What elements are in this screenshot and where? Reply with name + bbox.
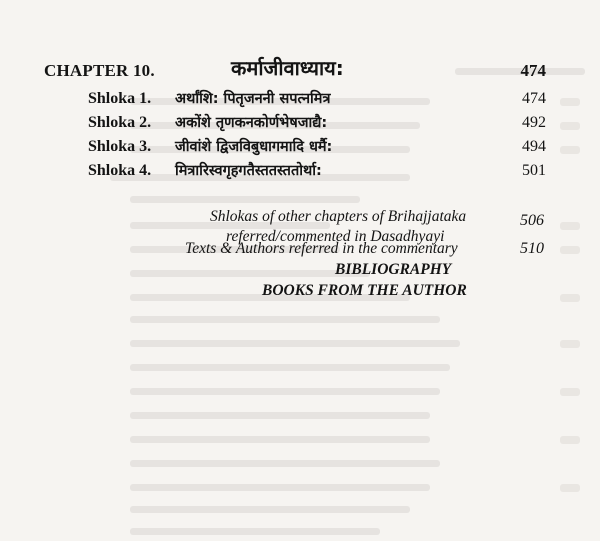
shloka-text: अर्थांशि: पितृजननी सपत्नमित्र: [175, 91, 331, 107]
shloka-page-number: 501: [522, 162, 546, 179]
shloka-page-number: 492: [522, 114, 546, 131]
bibliography-entry: BIBLIOGRAPHY: [335, 261, 452, 278]
toc-entry-shloka-4: [88, 160, 546, 184]
chapter-heading-row: [44, 52, 546, 82]
other-chapters-page-number: 506: [520, 212, 544, 229]
shloka-text: मित्रारिस्वगृहगतैस्ततस्ततोर्था:: [175, 163, 322, 179]
shloka-text: अकोंशे तृणकनकोर्णभेषजाद्यै:: [175, 115, 328, 131]
shloka-label: Shloka 1.: [88, 90, 152, 107]
chapter-label: CHAPTER 10.: [44, 61, 155, 80]
texts-authors-entry: Texts & Authors referred in the commentary: [185, 240, 458, 257]
texts-authors-page-number: 510: [520, 240, 544, 257]
shloka-label: Shloka 3.: [88, 138, 152, 155]
shloka-label: Shloka 2.: [88, 114, 152, 131]
shloka-text: जीवांशे द्विजविबुधागमादि धर्मै:: [175, 139, 333, 155]
shloka-page-number: 494: [522, 138, 546, 155]
shloka-page-number: 474: [522, 90, 546, 107]
other-chapters-title-line2: referred/commented in Dasadhyayi: [226, 228, 445, 245]
toc-entry-shloka-2: [88, 112, 546, 136]
other-chapters-title-line1: Shlokas of other chapters of Brihajjataka: [210, 208, 467, 225]
books-from-author-entry: BOOKS FROM THE AUTHOR: [262, 282, 467, 299]
chapter-page-number: 474: [520, 61, 546, 80]
toc-entry-shloka-1: [88, 88, 546, 112]
chapter-title: कर्माजीवाध्याय:: [231, 56, 344, 80]
shloka-label: Shloka 4.: [88, 162, 152, 179]
toc-entry-shloka-3: [88, 136, 546, 160]
